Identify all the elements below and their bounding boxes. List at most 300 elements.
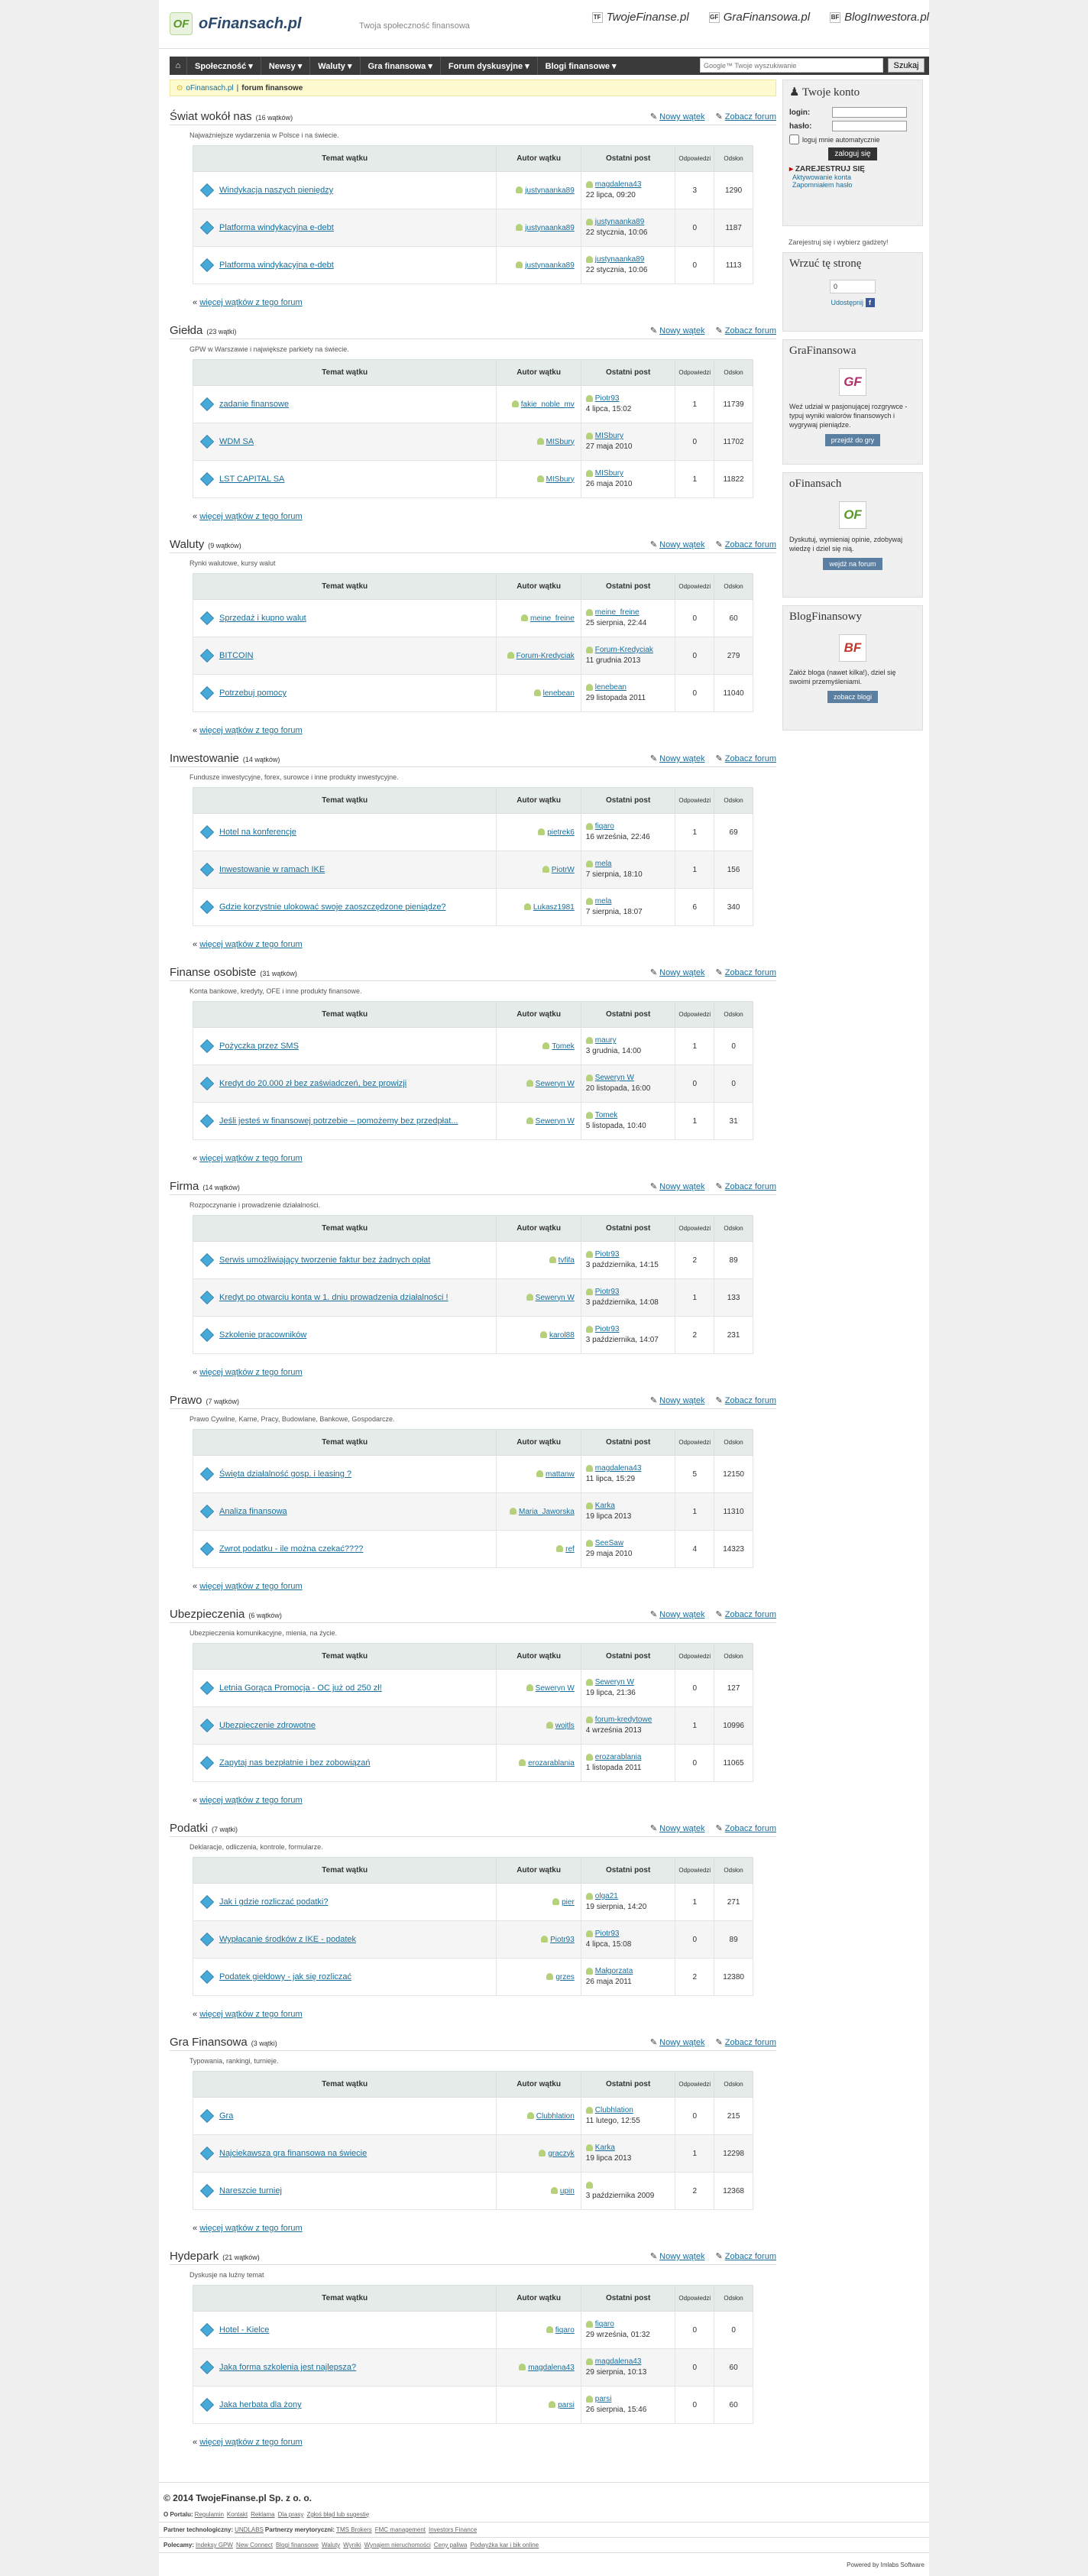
author-link[interactable]: fiqaro	[555, 2325, 575, 2335]
author-link[interactable]: wojtls	[555, 1721, 575, 1730]
section-title[interactable]: Podatki	[170, 1822, 209, 1835]
author-link[interactable]: meine_freine	[529, 614, 575, 623]
promo-title: oFinansach	[789, 478, 842, 490]
see-forum-label[interactable]: Zobacz forum	[724, 754, 776, 763]
footer-link[interactable]: Wyniki	[343, 2542, 361, 2548]
facebook-icon[interactable]: f	[866, 298, 875, 307]
author-link[interactable]: Seweryn W	[535, 1079, 575, 1088]
promo-button[interactable]: wejdź na forum	[823, 558, 882, 570]
replies-header: Odpowiedzi	[675, 2286, 714, 2312]
powered-by: Powered by Imlabs Software	[847, 2561, 924, 2568]
section-title[interactable]: Giełda	[170, 324, 203, 337]
topic-link[interactable]: Jak i gdzie rozliczać podatki?	[219, 1897, 329, 1907]
author-link[interactable]: fakie_noble_mv	[520, 400, 575, 409]
new-thread-label[interactable]: Nowy wątek	[659, 754, 705, 763]
author-link[interactable]: pier	[562, 1897, 575, 1907]
user-icon	[586, 1288, 593, 1295]
topic-link[interactable]: Kredyt do 20.000 zł bez zaświadczeń, bez prowizji	[219, 1079, 407, 1088]
section-title[interactable]: Hydepark	[170, 2250, 219, 2263]
footer-link[interactable]: Waluty	[322, 2542, 341, 2548]
user-icon	[586, 219, 593, 225]
last-post-cell	[581, 1745, 675, 1782]
topic-link[interactable]: Szkolenie pracowników	[219, 1330, 307, 1340]
more-threads-link[interactable]: więcej wątków z tego forum	[199, 2438, 303, 2447]
views-header: Odsłon	[714, 2072, 753, 2098]
topic-wrap	[193, 1040, 496, 1052]
author-link[interactable]: justynaanka89	[525, 223, 575, 232]
partner-link[interactable]	[592, 11, 689, 24]
last-post-user[interactable]: Piotr93	[594, 394, 620, 403]
thread-icon	[200, 1895, 214, 1909]
see-forum-label[interactable]: Zobacz forum	[724, 2252, 776, 2261]
copyright: © 2014 TwojeFinanse.pl Sp. z o. o.	[164, 2493, 312, 2503]
breadcrumb-home[interactable]: oFinansach.pl	[186, 83, 234, 92]
footer-link[interactable]: UNDLABS	[235, 2526, 264, 2533]
nav-item[interactable]: Gra finansowa ▾	[360, 57, 440, 75]
partner-label: GraFinansowa.pl	[723, 11, 811, 24]
last-post-user[interactable]: Seweryn W	[594, 1678, 634, 1687]
author-link[interactable]: graczyk	[548, 2149, 575, 2158]
topic-link[interactable]: Ubezpieczenie zdrowotne	[219, 1721, 316, 1730]
see-forum-label[interactable]: Zobacz forum	[724, 968, 776, 977]
author-link[interactable]: Forum-Kredyciak	[516, 651, 575, 660]
section-title[interactable]: Waluty	[170, 538, 205, 551]
section-count: (9 wątków)	[208, 542, 241, 549]
thread-icon	[200, 686, 214, 700]
last-post-user[interactable]: Forum-Kredyciak	[594, 646, 653, 654]
topic-link[interactable]: Jeśli jesteś w finansowej potrzebie – pomożemy bez przedpłat...	[219, 1116, 458, 1126]
new-thread-label[interactable]: Nowy wątek	[659, 1396, 705, 1405]
footer-link[interactable]: Zgłoś błąd lub sugestię	[306, 2511, 370, 2518]
see-forum-link[interactable]	[715, 112, 776, 122]
views-cell: 60	[714, 2349, 753, 2386]
topic-link[interactable]: BITCOIN	[219, 651, 254, 660]
last-post-user[interactable]: mela	[594, 897, 612, 906]
section-title[interactable]: Prawo	[170, 1394, 202, 1407]
more-threads-link[interactable]: więcej wątków z tego forum	[199, 1154, 303, 1163]
last-post-user[interactable]: SeeSaw	[594, 1539, 624, 1547]
section-title[interactable]: Świat wokół nas	[170, 110, 252, 123]
new-thread-link[interactable]	[650, 753, 705, 763]
author-link[interactable]: karol88	[549, 1330, 575, 1340]
author-link[interactable]: MISbury	[546, 437, 575, 446]
author-link[interactable]: Tomek	[552, 1042, 575, 1051]
topic-link[interactable]: Windykacja naszych pieniędzy	[219, 186, 334, 195]
last-post-user[interactable]: Piotr93	[594, 1288, 620, 1296]
topic-header: Temat wątku	[193, 2072, 497, 2098]
topic-link[interactable]: Pożyczka przez SMS	[219, 1042, 299, 1051]
footer-link[interactable]: TMS Brokers	[336, 2526, 372, 2533]
arrow-icon: «	[193, 298, 200, 307]
new-thread-label[interactable]: Nowy wątek	[659, 2252, 705, 2261]
new-thread-label[interactable]: Nowy wątek	[659, 1610, 705, 1619]
see-forum-label[interactable]: Zobacz forum	[724, 1824, 776, 1833]
topic-wrap	[193, 864, 496, 876]
password-input[interactable]	[832, 121, 907, 131]
nav-item[interactable]: Społeczność ▾	[186, 57, 261, 75]
footer-link[interactable]: Podwyżka kar i bik online	[470, 2542, 539, 2548]
author-link[interactable]: magdalena43	[528, 2363, 575, 2372]
more-threads-link[interactable]: więcej wątków z tego forum	[199, 1796, 303, 1805]
forum-icon: ✎	[715, 754, 725, 763]
footer-link[interactable]: Dla prasy	[277, 2511, 304, 2518]
footer-link[interactable]: Blogi finansowe	[275, 2542, 319, 2548]
author-link[interactable]: Lukasz1981	[533, 902, 575, 912]
section-title[interactable]: Ubezpieczenia	[170, 1608, 245, 1621]
arrow-icon: «	[193, 2010, 200, 2019]
home-icon[interactable]: ⌂	[175, 61, 181, 70]
topic-link[interactable]: Hotel na konferencje	[219, 828, 296, 837]
topic-wrap	[193, 1543, 496, 1555]
last-post-user[interactable]: mela	[594, 860, 612, 868]
partner-link[interactable]	[709, 11, 810, 24]
new-thread-link[interactable]	[650, 1823, 705, 1833]
last-post-cell	[581, 1065, 675, 1103]
last-post-user[interactable]: lenebean	[594, 683, 627, 692]
last-post-user[interactable]: Clubhlation	[594, 2106, 633, 2114]
views-header: Odsłon	[714, 788, 753, 814]
new-thread-link[interactable]	[650, 1181, 705, 1191]
see-forum-label[interactable]: Zobacz forum	[724, 2038, 776, 2047]
last-post-user[interactable]: erozarablania	[594, 1753, 642, 1761]
share-link[interactable]: Udostępnij	[831, 299, 863, 306]
thread-icon	[200, 1970, 214, 1984]
register-link[interactable]: ZAREJESTRUJ SIĘ	[795, 165, 865, 173]
views-cell: 31	[714, 1103, 753, 1140]
topic-link[interactable]: Święta działalność gosp. i leasing ?	[219, 1469, 352, 1479]
author-cell	[497, 851, 581, 889]
see-forum-link[interactable]	[715, 1609, 776, 1619]
footer-link[interactable]: Ceny paliwa	[433, 2542, 468, 2548]
replies-cell: 1	[675, 1707, 714, 1745]
nav-item[interactable]: Forum dyskusyjne ▾	[440, 57, 537, 75]
author-cell	[497, 1921, 581, 1959]
topic-link[interactable]: Jaka herbata dla żony	[219, 2400, 302, 2409]
last-post-user[interactable]: justynaanka89	[594, 255, 645, 264]
see-forum-link[interactable]	[715, 1395, 776, 1405]
partner-link[interactable]	[830, 11, 929, 24]
footer-link[interactable]: Kontakt	[226, 2511, 248, 2518]
topic-wrap	[193, 1115, 496, 1127]
topic-cell	[193, 1493, 497, 1531]
new-thread-link[interactable]	[650, 326, 705, 335]
topic-link[interactable]: Hotel - Kielce	[219, 2325, 270, 2335]
topic-link[interactable]: Platforma windykacyjna e-debt	[219, 261, 334, 270]
see-forum-link[interactable]	[715, 326, 776, 335]
new-thread-label[interactable]: Nowy wątek	[659, 1182, 705, 1191]
footer-link[interactable]: Investors Finance	[429, 2526, 478, 2533]
footer-link[interactable]: Wynajem nieruchomości	[364, 2542, 431, 2548]
footer-link[interactable]: New Connect	[235, 2542, 273, 2548]
footer-link[interactable]: Regulamin	[194, 2511, 224, 2518]
top-header	[159, 0, 929, 49]
nav-item[interactable]: Newsy ▾	[261, 57, 309, 75]
last-post-date: 4 lipca, 15:02	[585, 405, 632, 413]
page	[159, 0, 929, 2576]
topic-link[interactable]: Zwrot podatku - ile można czekać????	[219, 1544, 364, 1554]
topic-link[interactable]: Letnia Gorąca Promocja - OC już od 250 zł!	[219, 1683, 382, 1693]
topic-link[interactable]: LST CAPITAL SA	[219, 475, 285, 484]
author-link[interactable]: erozarablania	[528, 1758, 575, 1768]
user-icon	[586, 2182, 593, 2189]
topics-table	[193, 787, 753, 926]
last-post-user[interactable]: magdalena43	[594, 2357, 642, 2366]
author-link[interactable]: Piotr93	[550, 1935, 575, 1944]
more-threads-link[interactable]: więcej wątków z tego forum	[199, 298, 303, 307]
replies-cell: 0	[675, 637, 714, 675]
more-threads-link[interactable]: więcej wątków z tego forum	[199, 2010, 303, 2019]
see-forum-label[interactable]: Zobacz forum	[724, 1182, 776, 1191]
last-post-cell	[581, 209, 675, 247]
new-thread-link[interactable]	[650, 112, 705, 122]
user-icon	[536, 1470, 543, 1477]
see-forum-link[interactable]	[715, 2037, 776, 2047]
more-threads-link[interactable]: więcej wątków z tego forum	[199, 940, 303, 949]
last-post-date: 5 listopada, 10:40	[585, 1122, 646, 1130]
author-cell	[497, 172, 581, 209]
see-forum-link[interactable]	[715, 753, 776, 763]
new-thread-label[interactable]: Nowy wątek	[659, 968, 705, 977]
topics-table	[193, 1215, 753, 1354]
thread-icon	[200, 1756, 214, 1770]
topic-cell	[193, 600, 497, 637]
user-icon	[539, 2150, 546, 2156]
more-threads	[193, 1368, 303, 1377]
author-link[interactable]: PiotrW	[551, 865, 575, 874]
more-threads-link[interactable]: więcej wątków z tego forum	[199, 1368, 303, 1377]
forum-icon: ✎	[715, 2038, 725, 2047]
user-icon	[586, 1326, 593, 1333]
author-link[interactable]: parsi	[558, 2400, 575, 2409]
last-post-user[interactable]: Karka	[594, 1502, 615, 1510]
replies-header: Odpowiedzi	[675, 1430, 714, 1456]
author-cell	[497, 386, 581, 423]
login-input[interactable]	[832, 107, 907, 118]
replies-header: Odpowiedzi	[675, 360, 714, 386]
topic-link[interactable]: Gra	[219, 2111, 234, 2121]
more-threads	[193, 2438, 303, 2447]
see-forum-label[interactable]: Zobacz forum	[724, 1396, 776, 1405]
more-threads-link[interactable]: więcej wątków z tego forum	[199, 1582, 303, 1591]
new-thread-label[interactable]: Nowy wątek	[659, 540, 705, 549]
new-thread-link[interactable]	[650, 1395, 705, 1405]
table-row	[193, 461, 753, 498]
footer-label: Partnerzy merytoryczni:	[264, 2526, 335, 2533]
author-link[interactable]: Seweryn W	[535, 1293, 575, 1302]
views-cell: 60	[714, 600, 753, 637]
last-post-user[interactable]: Piotr93	[594, 1325, 620, 1333]
topic-link[interactable]: Nareszcie turniej	[219, 2186, 282, 2195]
replies-cell: 5	[675, 1456, 714, 1493]
see-forum-link[interactable]	[715, 2251, 776, 2261]
new-thread-label[interactable]: Nowy wątek	[659, 326, 705, 335]
nav-item[interactable]: Waluty ▾	[309, 57, 359, 75]
topic-link[interactable]: Gdzie korzystnie ulokować swoje zaoszczędzone pieniądze?	[219, 902, 446, 912]
footer-link[interactable]: FMC management	[374, 2526, 426, 2533]
last-post-user[interactable]: olga21	[594, 1892, 618, 1900]
footer-link[interactable]: Indeksy GPW	[196, 2542, 233, 2548]
forgot-password-link[interactable]: Zapomniałem hasło	[792, 181, 853, 189]
more-threads-link[interactable]: więcej wątków z tego forum	[199, 512, 303, 521]
topic-link[interactable]: Wypłacanie środków z IKE - podatek	[219, 1935, 357, 1944]
author-link[interactable]: justynaanka89	[525, 186, 575, 195]
author-link[interactable]: justynaanka89	[525, 261, 575, 270]
topic-link[interactable]: Podatek giełdowy - jak się rozliczać	[219, 1972, 352, 1981]
user-icon	[586, 433, 593, 439]
topic-link[interactable]: Zapytaj nas bezpłatnie i bez zobowiązań	[219, 1758, 371, 1768]
new-thread-link[interactable]	[650, 1609, 705, 1619]
search-button[interactable]: Szukaj	[888, 58, 924, 73]
table-row	[193, 209, 753, 247]
last-post-user[interactable]: parsi	[594, 2395, 612, 2403]
last-post-user[interactable]: MISbury	[594, 469, 624, 478]
user-icon	[537, 438, 544, 445]
author-link[interactable]: ref	[565, 1544, 575, 1554]
author-link[interactable]: grzes	[555, 1972, 575, 1981]
see-forum-link[interactable]	[715, 967, 776, 977]
last-post-user[interactable]: magdalena43	[594, 180, 642, 189]
promo-icon: OF	[839, 501, 866, 529]
login-button[interactable]: zaloguj się	[828, 147, 876, 160]
promo-button[interactable]: zobacz blogi	[827, 691, 878, 703]
see-forum-link[interactable]	[715, 540, 776, 549]
topic-wrap	[193, 1468, 496, 1480]
topic-header: Temat wątku	[193, 574, 497, 600]
see-forum-label[interactable]: Zobacz forum	[724, 1610, 776, 1619]
table-row	[193, 2386, 753, 2424]
last-post-user[interactable]: Piotr93	[594, 1930, 620, 1938]
new-thread-link[interactable]	[650, 967, 705, 977]
nav-item[interactable]: Blogi finansowe ▾	[537, 57, 624, 75]
author-cell	[497, 1317, 581, 1354]
last-post-user[interactable]: Piotr93	[594, 1250, 620, 1259]
topic-link[interactable]: Platforma windykacyjna e-debt	[219, 223, 334, 232]
new-thread-link[interactable]	[650, 540, 705, 549]
last-post-cell	[581, 2098, 675, 2135]
last-post-date: 4 września 2013	[585, 1726, 642, 1735]
see-forum-label[interactable]: Zobacz forum	[724, 326, 776, 335]
section-title[interactable]: Firma	[170, 1180, 199, 1193]
section-count: (21 wątków)	[222, 2254, 260, 2261]
topic-link[interactable]: zadanie finansowe	[219, 400, 290, 409]
author-header: Autor wątku	[497, 360, 581, 386]
author-link[interactable]: MISbury	[546, 475, 575, 484]
site-logo[interactable]	[170, 12, 301, 35]
topic-cell	[193, 209, 497, 247]
more-threads-link[interactable]: więcej wątków z tego forum	[199, 2224, 303, 2233]
topics-table	[193, 145, 753, 284]
topic-wrap	[193, 2324, 496, 2336]
last-post-user[interactable]: Tomek	[594, 1111, 618, 1120]
last-post-user[interactable]: Karka	[594, 2143, 615, 2152]
topic-cell	[193, 1317, 497, 1354]
topic-cell	[193, 1707, 497, 1745]
search-input[interactable]	[700, 58, 883, 73]
remember-checkbox[interactable]	[789, 134, 799, 144]
author-cell	[497, 1493, 581, 1531]
last-post-cell	[581, 247, 675, 284]
section-header	[170, 538, 776, 553]
topic-link[interactable]: Analiza finansowa	[219, 1507, 287, 1516]
see-forum-link[interactable]	[715, 1823, 776, 1833]
more-threads-link[interactable]: więcej wątków z tego forum	[199, 726, 303, 735]
last-post-user[interactable]: forum-kredytowe	[594, 1716, 652, 1724]
section-title[interactable]: Finanse osobiste	[170, 966, 257, 979]
thread-icon	[200, 2398, 214, 2412]
share-box	[782, 252, 923, 332]
last-post-user[interactable]: Seweryn W	[594, 1074, 634, 1082]
author-link[interactable]: Clubhlation	[536, 2111, 575, 2121]
thread-icon	[200, 900, 214, 914]
topic-wrap	[193, 473, 496, 485]
topic-cell	[193, 2386, 497, 2424]
last-post-cell	[581, 2349, 675, 2386]
author-header: Autor wątku	[497, 1430, 581, 1456]
topic-link[interactable]: Kredyt po otwarciu konta w 1. dniu prowadzenia działalności !	[219, 1293, 448, 1302]
new-thread-link[interactable]	[650, 2251, 705, 2261]
author-link[interactable]: Maria_Jaworska	[518, 1507, 575, 1516]
topic-link[interactable]: Serwis umożliwiający tworzenie faktur bez żadnych opłat	[219, 1256, 431, 1265]
new-thread-label[interactable]: Nowy wątek	[659, 112, 705, 122]
new-thread-label[interactable]: Nowy wątek	[659, 2038, 705, 2047]
last-post-user[interactable]: justynaanka89	[594, 218, 645, 226]
topic-link[interactable]: WDM SA	[219, 437, 254, 446]
partner-links	[592, 11, 929, 24]
author-link[interactable]: tvfifa	[558, 1256, 575, 1265]
section-title[interactable]: Gra Finansowa	[170, 2036, 248, 2049]
promo-button[interactable]: przejdź do gry	[825, 434, 881, 446]
last-post-user[interactable]: maury	[594, 1036, 617, 1045]
author-link[interactable]: upin	[559, 2186, 575, 2195]
see-forum-link[interactable]	[715, 1181, 776, 1191]
last-post-cell	[581, 814, 675, 851]
see-forum-label[interactable]: Zobacz forum	[724, 112, 776, 122]
last-post-date: 22 stycznia, 10:06	[585, 266, 648, 274]
last-post-date: 7 sierpnia, 18:10	[585, 870, 643, 879]
topic-link[interactable]: Potrzebuj pomocy	[219, 689, 287, 698]
author-cell	[497, 814, 581, 851]
author-link[interactable]: mattanw	[546, 1469, 575, 1479]
last-post-user[interactable]: Małgorzata	[594, 1967, 633, 1975]
topic-header: Temat wątku	[193, 1644, 497, 1670]
activate-link[interactable]: Aktywowanie konta	[792, 173, 852, 181]
topic-link[interactable]: Sprzedaż i kupno walut	[219, 614, 306, 623]
topic-link[interactable]: Najciekawsza gra finansowa na świecie	[219, 2149, 368, 2158]
author-link[interactable]: Seweryn W	[535, 1683, 575, 1693]
topic-wrap	[193, 2185, 496, 2197]
more-threads	[193, 1796, 303, 1805]
section-title[interactable]: Inwestowanie	[170, 752, 239, 765]
last-post-user[interactable]: magdalena43	[594, 1464, 642, 1473]
see-forum-label[interactable]: Zobacz forum	[724, 540, 776, 549]
topic-link[interactable]: Inwestowanie w ramach IKE	[219, 865, 325, 874]
author-link[interactable]: pietrek6	[547, 828, 575, 837]
footer-link[interactable]: Reklama	[251, 2511, 275, 2518]
topic-cell	[193, 2349, 497, 2386]
forum-section	[170, 2031, 776, 2245]
last-post-user[interactable]: meine_freine	[594, 608, 640, 617]
last-post-user[interactable]: fiqaro	[594, 2320, 614, 2328]
author-link[interactable]: Seweryn W	[535, 1116, 575, 1126]
topic-link[interactable]: Jaka forma szkolenia jest najlepsza?	[219, 2363, 357, 2372]
last-post-user[interactable]: MISbury	[594, 432, 624, 440]
user-icon	[526, 1684, 533, 1691]
author-link[interactable]: lenebean	[542, 689, 575, 698]
last-post-user[interactable]: fiqaro	[594, 822, 614, 831]
new-thread-label[interactable]: Nowy wątek	[659, 1824, 705, 1833]
new-thread-link[interactable]	[650, 2037, 705, 2047]
replies-header: Odpowiedzi	[675, 146, 714, 172]
